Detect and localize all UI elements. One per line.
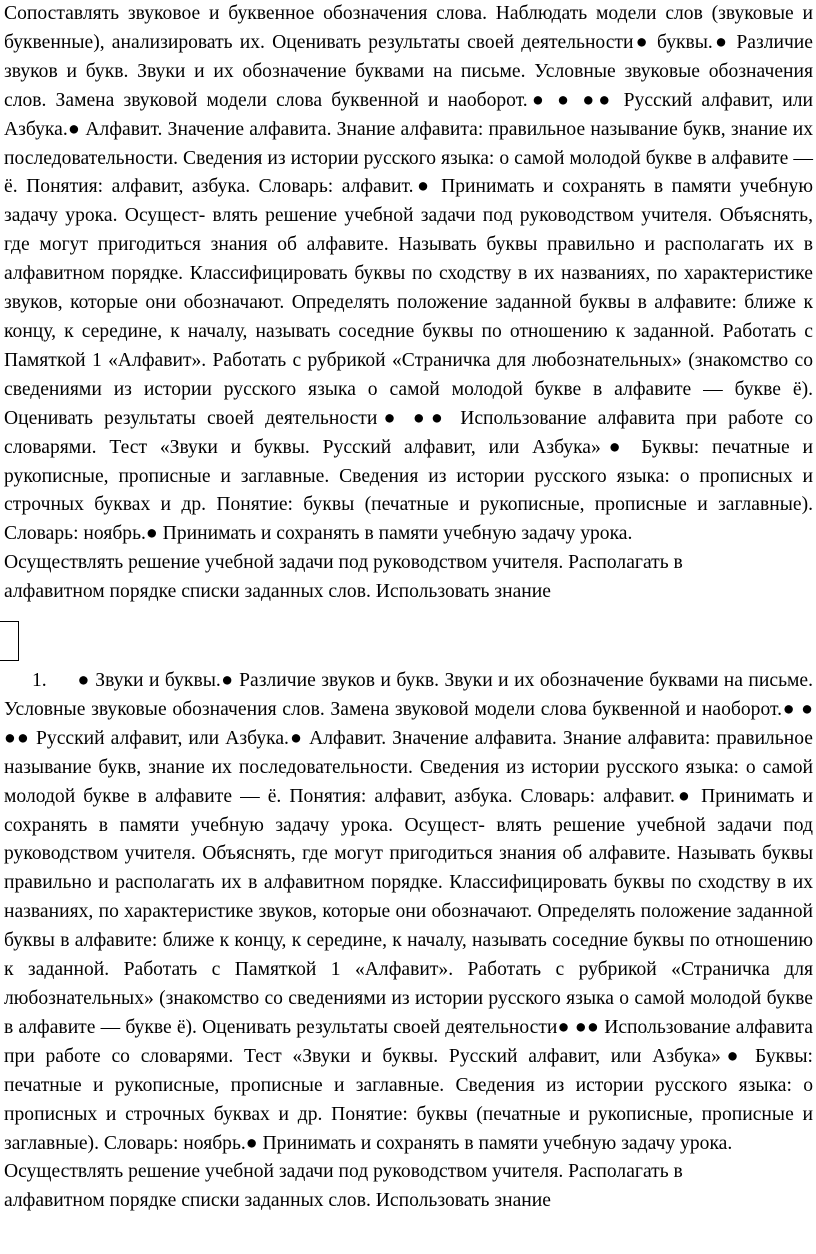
paragraph-intro-line: алфавитном порядке списки заданных слов. Использовать знание bbox=[4, 581, 551, 603]
list-item-line: Осуществлять решение учебной задачи под руководством учителя. Располагать в bbox=[4, 1161, 683, 1183]
list-item-text: ● Звуки и буквы.● Различие звуков и букв. Звуки и их обозначение буквами на письме. Условные звуковые обозначения слов. Замена звуковой модели слова буквенной и наоборот.● ● ●● Русский алфавит, или Азбука.● Алфавит. Значение алфавита. Знание алфавита: правильное называние букв, знание их последовательности. Сведения из истории русского языка: о самой молодой букве в алфавите — ё. Понятия: алфавит, азбука. Словарь: алфавит.● Принимать и сохранять в памяти учебную задачу урока. Осущест- влять решение учебной задачи под руководством учителя. Объяснять, где могут пригодиться знания об алфавите. Называть буквы правильно и располагать их в алфавитном порядке. Классифицировать буквы по сходству в их названиях, по характеристике звуков, которые они обозначают. Определять положение заданной буквы в алфавите: ближе к концу, к середине, к началу, называть соседние буквы по отношению к заданной. Работать с Памяткой 1 «Алфавит». Работать с рубрикой «Страничка для любознательных» (знакомство со сведениями из истории русского языка о самой молодой букве в алфавите — букве ё). Оценивать результаты своей деятельности● ●● Использование алфавита при работе со словарями. Тест «Звуки и буквы. Русский алфавит, или Азбука»● Буквы: печатные и рукописные, прописные и заглавные. Сведения из истории русского языка: о прописных и строчных буквах и др. Понятие: буквы (печатные и рукописные, прописные и заглавные). Словарь: ноябрь.● Принимать и сохранять в памяти учебную задачу урока. bbox=[4, 670, 813, 1154]
paragraph-intro-line: Осуществлять решение учебной задачи под руководством учителя. Располагать в bbox=[4, 552, 683, 574]
list-number: 1. bbox=[32, 670, 47, 692]
document-page bbox=[4, 0, 813, 1216]
paragraph-intro-text: Сопоставлять звуковое и буквенное обозначения слова. Наблюдать модели слов (звуковые и буквенные), анализировать их. Оценивать результаты своей деятельности● буквы.● Различие звуков и букв. Звуки и их обозначение буквами на письме. Условные звуковые обозначения слов. Замена звуковой модели слова буквенной и наоборот.● ● ●● Русский алфавит, или Азбука.● Алфавит. Значение алфавита. Знание алфавита: правильное называние букв, знание их последовательности. Сведения из истории русского языка: о самой молодой букве в алфавите — ё. Понятия: алфавит, азбука. Словарь: алфавит.● Принимать и сохранять в памяти учебную задачу урока. Осущест- влять решение учебной задачи под руководством учителя. Объяснять, где могут пригодиться знания об алфавите. Называть буквы правильно и располагать их в алфавитном порядке. Классифицировать буквы по сходству в их названиях, по характеристике звуков, которые они обозначают. Определять положение заданной буквы в алфавите: ближе к концу, к середине, к началу, называть соседние буквы по отношению к заданной. Работать с Памяткой 1 «Алфавит». Работать с рубрикой «Страничка для любознательных» (знакомство со сведениями из истории русского языка о самой молодой букве в алфавите — букве ё). Оценивать результаты своей деятельности● ●● Использование алфавита при работе со словарями. Тест «Звуки и буквы. Русский алфавит, или Азбука»● Буквы: печатные и рукописные, прописные и заглавные. Сведения из истории русского языка: о прописных и строчных буквах и др. Понятие: буквы (печатные и рукописные, прописные и заглавные). Словарь: ноябрь.● Принимать и сохранять в памяти учебную задачу урока. bbox=[4, 3, 813, 545]
list-item-line: алфавитном порядке списки заданных слов. Использовать знание bbox=[4, 1190, 551, 1212]
numbered-list-item bbox=[4, 667, 813, 1216]
paragraph-intro bbox=[4, 0, 813, 607]
empty-text-box bbox=[0, 621, 19, 661]
